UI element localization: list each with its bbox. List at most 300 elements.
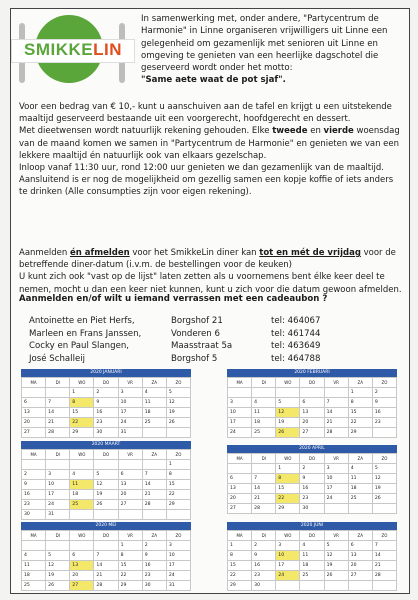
weekday-header: DO [94,450,118,460]
smikkelin-logo [11,13,135,97]
weekday-header: VR [118,378,142,388]
calendar-week [228,541,397,551]
weekday-header: ZA [142,531,166,541]
weekday-header: DO [300,454,324,464]
calendar-day: 4 [142,388,166,398]
calendar-day: 16 [372,408,396,418]
calendar-day: 3 [46,470,70,480]
weekday-header: DO [300,378,324,388]
calendar-day: 28 [142,500,166,510]
calendar-day: 24 [228,428,252,438]
calendar-day [94,510,118,520]
calendar-day: 30 [22,510,46,520]
calendar-day: 13 [348,551,372,561]
calendar-week [22,428,191,438]
calendar-day-highlighted: 24 [276,571,300,581]
calendar-day: 15 [348,408,372,418]
weekday-header: DO [300,531,324,541]
calendar-day: 6 [300,398,324,408]
calendar-day: 2 [372,388,396,398]
calendar-day [94,460,118,470]
calendar-day: 1 [70,388,94,398]
calendar-day: 22 [348,418,372,428]
calendar-day: 29 [348,428,372,438]
calendar-day: 20 [348,561,372,571]
calendar-title: 2020 MEI [21,522,191,530]
calendar-day [300,581,324,591]
calendar-day: 30 [94,428,118,438]
calendar-week [228,408,397,418]
calendar-day: 14 [46,408,70,418]
calendar-day [228,388,252,398]
calendar-day: 7 [252,474,276,484]
calendar-day: 24 [166,571,190,581]
calendar-day: 12 [324,551,348,561]
calendar-day: 3 [166,541,190,551]
calendar-day-highlighted: 25 [70,500,94,510]
calendar-week [22,418,191,428]
weekday-header: WO [70,378,94,388]
calendar-day: 17 [166,561,190,571]
calendar-day: 27 [348,571,372,581]
calendar-day [166,510,190,520]
calendar-day: 16 [22,490,46,500]
weekday-header: VR [118,450,142,460]
calendar-day [228,464,252,474]
calendar-day: 6 [348,541,372,551]
calendar-day: 24 [46,500,70,510]
calendar-week [22,581,191,591]
calendar-day [22,541,46,551]
calendar-day: 11 [252,408,276,418]
calendar-day: 9 [142,551,166,561]
calendar-week [22,388,191,398]
calendar-day-highlighted: 10 [276,551,300,561]
calendar-day: 2 [142,541,166,551]
calendar-day: 31 [166,581,190,591]
calendar-day: 28 [252,504,276,514]
weekday-header: DO [94,378,118,388]
calendar-day: 24 [324,494,348,504]
calendar-day: 31 [118,428,142,438]
weekday-header: ZO [166,531,190,541]
calendar-day: 21 [252,494,276,504]
calendar-day: 25 [22,581,46,591]
signup-text: Aanmelden én afmelden voor het SmikkeLin diner kan tot en mét de vrijdag voor de betreffende diner-datum (i.v.m. de bestellingen voor de keuken) U kunt zich ook "vast op de lijst" laten zetten als u voornemens bent élke keer deel te nemen, mocht u dan een keer niet kunnen, kunt u zich voor die datum gewoon afmelden. [19,248,402,295]
calendar-day-highlighted: 22 [276,494,300,504]
calendar-day: 19 [372,484,396,494]
calendar-day: 16 [142,561,166,571]
calendar-day: 25 [348,494,372,504]
calendar-day: 27 [118,500,142,510]
calendar-day [252,464,276,474]
calendar-day: 20 [118,490,142,500]
calendar-day: 30 [300,504,324,514]
calendar-day: 18 [142,408,166,418]
calendar-week [228,551,397,561]
calendar-day [70,510,94,520]
weekday-header: WO [276,454,300,464]
weekday-header: ZO [166,450,190,460]
calendar-day: 15 [228,561,252,571]
calendar-week [228,418,397,428]
calendar-day: 12 [94,480,118,490]
calendar-title: 2020 APRIL [227,445,397,453]
calendar-day: 22 [118,571,142,581]
calendar-day [166,428,190,438]
weekday-header: VR [324,531,348,541]
calendar-week [228,474,397,484]
calendar-title: 2020 JUNI [227,522,397,530]
contact-list [29,315,389,365]
calendar-week [22,398,191,408]
calendar-day: 23 [372,418,396,428]
calendar-day: 29 [228,581,252,591]
calendar-day: 17 [324,484,348,494]
calendar-day: 29 [118,581,142,591]
weekday-header: VR [324,378,348,388]
calendar-day: 5 [166,388,190,398]
calendar-day: 10 [324,474,348,484]
calendar-day: 18 [348,484,372,494]
calendar-day: 7 [324,398,348,408]
calendar-day: 4 [348,464,372,474]
calendar-week [22,480,191,490]
calendar-day [348,504,372,514]
calendar-title: 2020 MAART [21,441,191,449]
calendar-day-highlighted: 22 [70,418,94,428]
contact-row: Marleen en Frans Janssen, Vonderen 6 tel: 461744 [29,328,321,339]
calendar-day: 20 [22,418,46,428]
weekday-header: VR [118,531,142,541]
weekday-header: DI [252,378,276,388]
calendar-day: 28 [372,571,396,581]
calendar-day: 2 [252,541,276,551]
weekday-header: ZA [348,531,372,541]
weekday-header: ZO [372,531,396,541]
calendar-day: 25 [252,428,276,438]
calendar-week [228,571,397,581]
paragraph-price: Voor een bedrag van € 10,- kunt u aanschuiven aan de tafel en krijgt u een uitstekende maaltijd geserveerd bestaande uit een voorgerecht, hoofdgerecht en dessert. [19,102,392,125]
weekday-header: MA [22,450,46,460]
weekday-header: DI [46,378,70,388]
calendar-day: 13 [118,480,142,490]
calendar-day: 18 [70,490,94,500]
calendar-day: 22 [228,571,252,581]
calendar-day: 24 [118,418,142,428]
weekday-header: WO [70,531,94,541]
calendar-week [228,561,397,571]
calendar-day: 23 [94,418,118,428]
calendar-day [46,541,70,551]
calendar-day: 6 [228,474,252,484]
paragraph-schedule: Met dieetwensen wordt natuurlijk rekening gehouden. Elke tweede en vierde woensdag van de maand komen we samen in "Partycentrum de Harmonie" en genieten we van een lekkere maaltijd én natuurlijk ook van elkaars gezelschap. [19,126,400,161]
calendar-day: 16 [300,484,324,494]
calendar-week [22,470,191,480]
calendar-day: 17 [276,561,300,571]
calendar-day: 28 [46,428,70,438]
calendar-day-highlighted: 11 [70,480,94,490]
paragraph-time: Inloop vanaf 11:30 uur, rond 12:00 uur genieten we dan gezamenlijk van de maaltijd. [19,163,384,174]
flyer-page [10,8,410,594]
calendar-day: 29 [276,504,300,514]
calendar-day: 1 [228,541,252,551]
weekday-header: VR [324,454,348,464]
calendar-week [228,388,397,398]
calendar-day: 28 [94,581,118,591]
calendar-day: 2 [22,470,46,480]
calendar-day [276,581,300,591]
calendar-day: 23 [252,571,276,581]
calendar-day: 19 [276,418,300,428]
calendar-day [252,388,276,398]
calendar-day [46,388,70,398]
calendar-day: 5 [372,464,396,474]
calendar-day: 26 [46,581,70,591]
weekday-header: MA [228,531,252,541]
calendar-day: 4 [22,551,46,561]
calendar-day: 27 [228,504,252,514]
calendar-week [22,500,191,510]
calendar-day [324,388,348,398]
calendar-day: 19 [324,561,348,571]
calendar-day: 21 [94,571,118,581]
calendar-day: 29 [166,500,190,510]
calendar-januari [21,369,191,438]
calendar-day: 9 [372,398,396,408]
calendar-day: 9 [22,480,46,490]
calendar-day: 14 [252,484,276,494]
weekday-header: MA [228,454,252,464]
calendar-day: 4 [70,470,94,480]
weekday-header: ZA [142,450,166,460]
calendar-day: 3 [324,464,348,474]
weekday-header: MA [22,378,46,388]
body-text [19,101,403,199]
calendar-day [348,581,372,591]
calendar-week [22,551,191,561]
calendar-day: 18 [252,418,276,428]
calendar-day: 11 [348,474,372,484]
calendar-day: 3 [118,388,142,398]
calendar-day: 2 [94,388,118,398]
calendar-day: 5 [94,470,118,480]
calendar-day: 11 [142,398,166,408]
calendar-day: 7 [94,551,118,561]
calendar-day: 25 [142,418,166,428]
calendar-day: 14 [142,480,166,490]
calendar-day: 20 [70,571,94,581]
calendar-day: 17 [228,418,252,428]
calendar-day: 14 [94,561,118,571]
calendar-day: 1 [166,460,190,470]
calendar-day [142,510,166,520]
calendar-day: 14 [372,551,396,561]
calendar-week [22,561,191,571]
calendar-title: 2020 JANUARI [21,369,191,377]
calendar-day: 15 [70,408,94,418]
calendar-day: 13 [228,484,252,494]
calendar-day: 16 [94,408,118,418]
calendar-day-highlighted: 12 [276,408,300,418]
calendar-week [228,494,397,504]
calendar-day: 12 [46,561,70,571]
calendar-day: 20 [228,494,252,504]
calendar-week [22,408,191,418]
calendar-day: 12 [372,474,396,484]
calendar-day: 20 [300,418,324,428]
weekday-header: ZA [348,454,372,464]
calendar-day-highlighted: 13 [70,561,94,571]
weekday-header: DO [94,531,118,541]
calendar-day: 12 [166,398,190,408]
calendar-day: 9 [300,474,324,484]
calendar-week [22,490,191,500]
calendar-day: 15 [118,561,142,571]
calendar-day: 10 [46,480,70,490]
weekday-header: DI [252,454,276,464]
calendar-title: 2020 FEBRUARI [227,369,397,377]
calendar-day: 26 [372,494,396,504]
calendar-day: 17 [118,408,142,418]
calendar-day-highlighted: 27 [70,581,94,591]
weekday-header: ZO [372,454,396,464]
calendar-day: 5 [46,551,70,561]
calendar-day [300,388,324,398]
calendar-day: 29 [70,428,94,438]
calendar-day: 11 [300,551,324,561]
calendar-februari [227,369,397,438]
calendar-day: 21 [142,490,166,500]
calendar-day: 23 [22,500,46,510]
weekday-header: MA [228,378,252,388]
calendar-day [324,581,348,591]
calendar-day: 6 [70,551,94,561]
calendar-day [276,388,300,398]
calendar-day [372,428,396,438]
calendar-day: 23 [300,494,324,504]
logo-text: SMIKKELIN [23,40,122,59]
calendar-week [228,428,397,438]
calendar-day: 27 [22,428,46,438]
weekday-header: WO [276,378,300,388]
calendar-week [228,581,397,591]
calendar-day: 27 [300,428,324,438]
contact-row: Cocky en Paul Slangen, Maasstraat 5a tel: 463649 [29,341,321,352]
calendar-day: 7 [372,541,396,551]
calendar-week [22,460,191,470]
calendar-day: 19 [46,571,70,581]
calendar-day [142,428,166,438]
calendar-day: 8 [348,398,372,408]
calendar-day: 15 [276,484,300,494]
weekday-header: ZO [166,378,190,388]
calendar-week [22,571,191,581]
calendar-juni [227,522,397,591]
calendar-week [228,464,397,474]
calendar-day: 26 [324,571,348,581]
calendar-day: 28 [324,428,348,438]
calendar-day [22,388,46,398]
calendar-week [228,484,397,494]
calendar-day: 30 [252,581,276,591]
calendar-day: 7 [142,470,166,480]
calendar-day: 18 [300,561,324,571]
calendar-day: 26 [166,418,190,428]
weekday-header: MA [22,531,46,541]
calendar-day [22,460,46,470]
weekday-header: ZA [348,378,372,388]
calendar-day-highlighted: 8 [276,474,300,484]
calendar-maart [21,441,191,520]
calendar-day-highlighted: 26 [276,428,300,438]
calendar-day: 13 [22,408,46,418]
calendar-day [94,541,118,551]
intro-text: In samenwerking met, onder andere, "Partycentrum de Harmonie" in Linne organiseren vrijwilligers uit Linne een gelegenheid om gezamenlijk met senioren uit Linne en omgeving te genieten van een heerlijke dagschotel die geserveerd wordt onder het motto: "Same aete waat de pot sjaf". [141,14,388,86]
calendar-day: 10 [118,398,142,408]
calendar-april [227,445,397,514]
calendar-day: 6 [118,470,142,480]
calendar-day: 9 [252,551,276,561]
calendar-day: 3 [276,541,300,551]
calendar-day [70,541,94,551]
calendar-day: 1 [118,541,142,551]
calendar-day: 2 [300,464,324,474]
calendar-day-highlighted: 8 [70,398,94,408]
calendar-day: 23 [142,571,166,581]
calendar-day: 21 [46,418,70,428]
calendar-day: 8 [228,551,252,561]
calendar-day: 13 [300,408,324,418]
calendar-day: 17 [46,490,70,500]
calendar-day: 16 [252,561,276,571]
calendar-day [46,460,70,470]
weekday-header: ZA [142,378,166,388]
calendar-day: 6 [22,398,46,408]
calendar-day: 15 [166,480,190,490]
calendar-day: 21 [324,418,348,428]
signup-question: Aanmelden en/of wilt u iemand verrassen met een cadeaubon ? [19,294,328,304]
weekday-header: DI [252,531,276,541]
calendar-day: 3 [228,398,252,408]
calendar-week [228,504,397,514]
calendar-day: 10 [166,551,190,561]
calendar-day: 19 [94,490,118,500]
calendar-day: 26 [94,500,118,510]
paragraph-coffee: Aansluitend is er nog de mogelijkheid om gezellig samen een kopje koffie of iets anders te drinken (Alle consumpties zijn voor eigen rekening). [19,175,394,198]
calendar-day: 5 [324,541,348,551]
calendar-day: 8 [118,551,142,561]
calendar-day: 7 [46,398,70,408]
calendar-day [118,460,142,470]
calendar-day: 10 [228,408,252,418]
calendar-mei [21,522,191,591]
calendar-day: 4 [252,398,276,408]
weekday-header: DI [46,531,70,541]
calendar-day: 9 [94,398,118,408]
calendar-day: 1 [348,388,372,398]
calendar-day: 19 [166,408,190,418]
calendar-day: 31 [46,510,70,520]
calendar-day: 14 [324,408,348,418]
calendar-day: 4 [300,541,324,551]
calendar-day: 8 [166,470,190,480]
calendar-week [22,510,191,520]
motto: "Same aete waat de pot sjaf". [141,75,286,86]
weekday-header: WO [70,450,94,460]
calendar-day [142,460,166,470]
calendar-week [228,398,397,408]
